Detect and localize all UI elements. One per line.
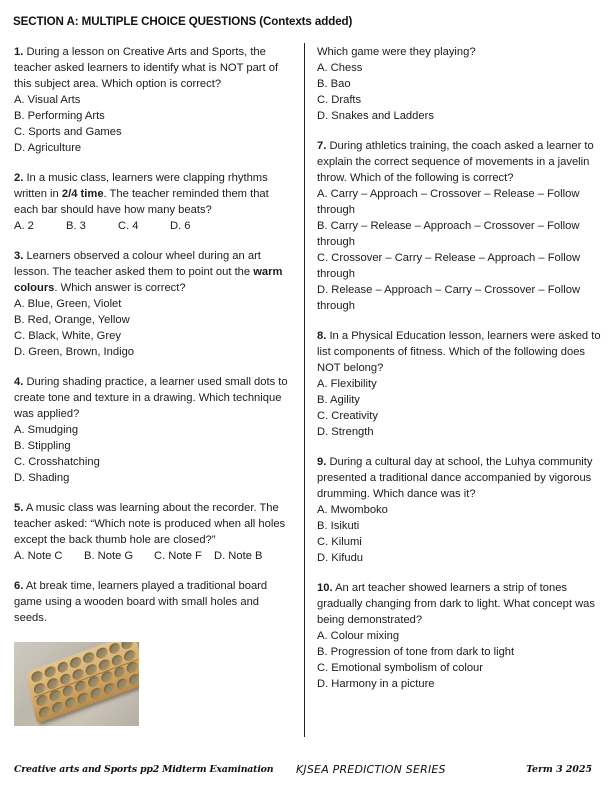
- option-b: B. Performing Arts: [14, 110, 105, 122]
- question-5-stem: [14, 500, 294, 548]
- option-a: A. Flexibility: [317, 378, 377, 390]
- option-b: B. Bao: [317, 78, 351, 90]
- left-column: [14, 44, 294, 740]
- question-text: During shading practice, a learner used small dots to create tone and texture in a drawing. Which technique was applied?: [14, 376, 288, 420]
- question-number: 7.: [317, 140, 327, 152]
- option-d: D. Harmony in a picture: [317, 678, 435, 690]
- option-d: D. Shading: [14, 472, 70, 484]
- question-number: 8.: [317, 330, 327, 342]
- column-divider: [304, 43, 305, 737]
- question-text: Learners observed a colour wheel during an art lesson. The teacher asked them to point out the: [14, 250, 261, 278]
- option-d: D. Kifudu: [317, 552, 364, 564]
- time-signature-emphasis: 2/4 time: [61, 188, 104, 200]
- question-5: [14, 500, 294, 564]
- option-a: A. Visual Arts: [14, 94, 81, 106]
- question-number: 2.: [14, 172, 24, 184]
- question-number: 9.: [317, 456, 327, 468]
- option-d: D. Agriculture: [14, 142, 82, 154]
- question-text: In a Physical Education lesson, learners were asked to list components of fitness. Which of the following does NOT belong?: [317, 330, 601, 374]
- question-text: During a lesson on Creative Arts and Sports, the teacher asked learners to identify what is NOT part of this subject area. Which option is correct?: [14, 46, 279, 90]
- option-c: C. Creativity: [317, 410, 378, 422]
- option-d: D. Release – Approach – Carry – Crossover – Follow through: [317, 284, 581, 312]
- options-row: [14, 548, 294, 564]
- wooden-board-illustration: [26, 642, 139, 724]
- option-d: D. Green, Brown, Indigo: [14, 346, 135, 358]
- footer-exam-title: Creative arts and Sports pp2 Midterm Examination: [14, 764, 274, 775]
- options-row: [14, 218, 294, 234]
- question-number: 3.: [14, 250, 24, 262]
- footer-term: Term 3 2025: [526, 764, 592, 775]
- question-7-stem: [317, 138, 602, 186]
- question-8-stem: [317, 328, 602, 376]
- question-1-stem: [14, 44, 294, 92]
- option-a: A. Mwomboko: [317, 504, 388, 516]
- option-a: A. Carry – Approach – Crossover – Release – Follow through: [317, 188, 580, 216]
- option-b: B. 3: [66, 220, 86, 232]
- option-a: A. Smudging: [14, 424, 79, 436]
- option-a: A. Colour mixing: [317, 630, 400, 642]
- question-number: 10.: [317, 582, 333, 594]
- question-2-stem: [14, 170, 294, 218]
- option-a: A. 2: [14, 220, 34, 232]
- question-6-continued: [317, 44, 602, 124]
- section-title: SECTION A: MULTIPLE CHOICE QUESTIONS (Contexts added): [13, 15, 353, 28]
- question-text: During athletics training, the coach asked a learner to explain the correct sequence of movements in a javelin throw. Which of the following is correct?: [317, 140, 594, 184]
- option-a: A. Blue, Green, Violet: [14, 298, 122, 310]
- right-column: [317, 44, 602, 706]
- option-b: B. Note G: [84, 550, 134, 562]
- option-c: C. Crossover – Carry – Release – Approach – Follow through: [317, 252, 581, 280]
- option-a: A. Chess: [317, 62, 363, 74]
- question-text-continued: Which game were they playing?: [317, 46, 476, 58]
- question-2: [14, 170, 294, 234]
- question-text: At break time, learners played a traditional board game using a wooden board with small holes and seeds.: [14, 580, 268, 624]
- question-text: In a music class, learners were clapping rhythms written in: [14, 172, 268, 200]
- option-d: D. Strength: [317, 426, 374, 438]
- question-1: [14, 44, 294, 156]
- question-6-stem: [14, 578, 294, 626]
- question-3-stem: [14, 248, 294, 296]
- option-c: C. Kilumi: [317, 536, 362, 548]
- bao-board-image: [14, 642, 139, 726]
- question-number: 5.: [14, 502, 24, 514]
- question-4-stem: [14, 374, 294, 422]
- option-b: B. Agility: [317, 394, 360, 406]
- question-number: 1.: [14, 46, 24, 58]
- question-text: A music class was learning about the recorder. The teacher asked: “Which note is produced when all holes except the back thumb hole are closed?”: [14, 502, 286, 546]
- option-a: A. Note C: [14, 550, 63, 562]
- question-4: [14, 374, 294, 486]
- page-footer: [0, 764, 612, 780]
- option-d: D. 6: [170, 220, 191, 232]
- question-text-continued: . Which answer is correct?: [54, 282, 186, 294]
- question-number: 6.: [14, 580, 24, 592]
- option-b: B. Progression of tone from dark to light: [317, 646, 515, 658]
- question-9: [317, 454, 602, 566]
- option-d: D. Snakes and Ladders: [317, 110, 434, 122]
- question-text-continued: . The teacher reminded them that each bar should have how many beats?: [14, 188, 269, 216]
- option-c: C. Black, White, Grey: [14, 330, 121, 342]
- question-number: 4.: [14, 376, 24, 388]
- option-c: C. Sports and Games: [14, 126, 122, 138]
- question-10: [317, 580, 602, 692]
- question-6: [14, 578, 294, 726]
- option-b: B. Isikuti: [317, 520, 360, 532]
- question-7: [317, 138, 602, 314]
- footer-series-name: KJSEA PREDICTION SERIES: [296, 763, 446, 776]
- question-text: An art teacher showed learners a strip of tones gradually changing from dark to light. What concept was being demonstrated?: [317, 582, 595, 626]
- option-d: D. Note B: [214, 550, 263, 562]
- question-3: [14, 248, 294, 360]
- option-c: C. Crosshatching: [14, 456, 100, 468]
- option-c: C. Emotional symbolism of colour: [317, 662, 484, 674]
- option-c: C. Note F: [154, 550, 202, 562]
- warm-colours-emphasis: warm colours: [14, 266, 283, 294]
- question-text: During a cultural day at school, the Luhya community presented a traditional dance accompanied by vigorous drumming. Which dance was it?: [317, 456, 593, 500]
- option-c: C. 4: [118, 220, 139, 232]
- option-b: B. Stippling: [14, 440, 71, 452]
- option-c: C. Drafts: [317, 94, 362, 106]
- option-b: B. Carry – Release – Approach – Crossover – Follow through: [317, 220, 580, 248]
- question-10-stem: [317, 580, 602, 628]
- question-9-stem: [317, 454, 602, 502]
- option-b: B. Red, Orange, Yellow: [14, 314, 130, 326]
- question-8: [317, 328, 602, 440]
